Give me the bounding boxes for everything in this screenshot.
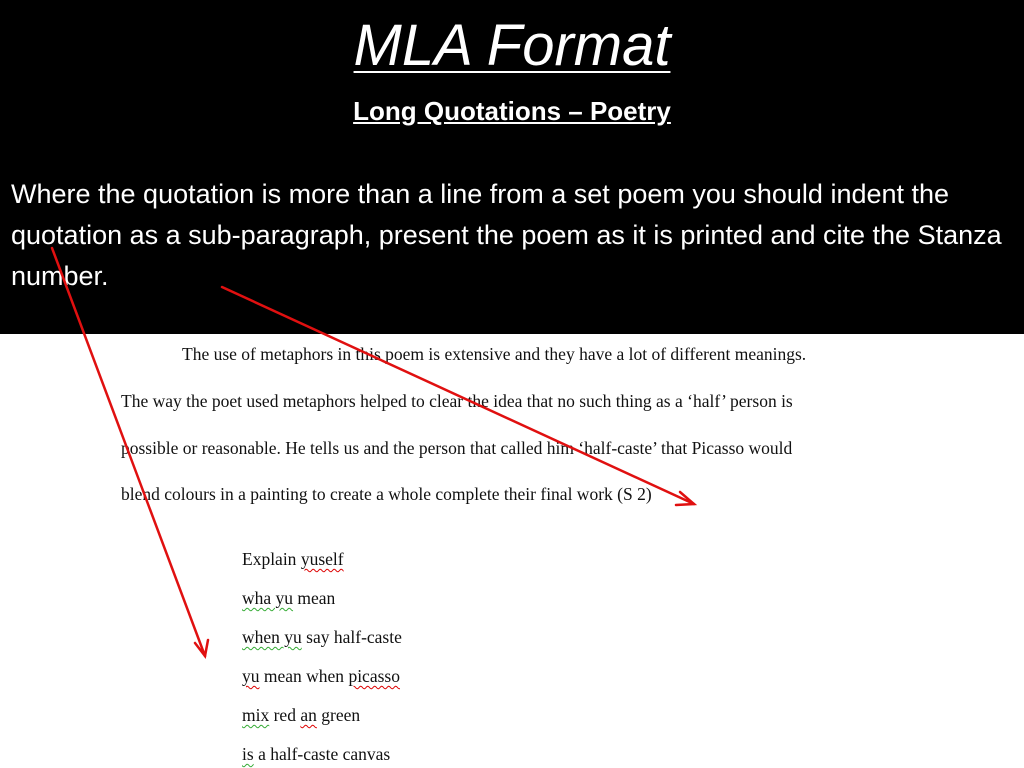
slide-header — [0, 0, 1024, 334]
poem-word: a half-caste canvas — [253, 744, 391, 764]
essay-line-1: The use of metaphors in this poem is extensive and they have a lot of different meanings. — [182, 344, 807, 364]
poem-line-5 — [242, 705, 360, 726]
essay-line-2: The way the poet used metaphors helped to clear the idea that no such thing as a ‘half’ person is — [121, 391, 793, 411]
poem-line-6 — [242, 744, 390, 765]
slide-title: MLA Format — [353, 13, 671, 78]
poem-word: say half-caste — [301, 627, 402, 647]
poem-line-3 — [242, 627, 402, 648]
slide-subtitle: Long Quotations – Poetry — [353, 96, 671, 126]
poem-word: Explain — [242, 549, 301, 569]
spellcheck-word: an — [300, 705, 317, 725]
spellcheck-word: yuself — [300, 549, 344, 569]
poem-word: green — [316, 705, 361, 725]
poem-line-2 — [242, 588, 335, 609]
instruction-text: Where the quotation is more than a line from a set poem you should indent the quotation as a sub-paragraph, present the poem as it is printed and cite the Stanza number. — [11, 179, 1002, 291]
poem-line-4 — [242, 666, 400, 687]
document-excerpt — [0, 334, 1024, 768]
essay-line-4: blend colours in a painting to create a whole complete their final work (S 2) — [121, 484, 652, 504]
poem-word: red — [269, 705, 301, 725]
spellcheck-word: picasso — [348, 666, 400, 686]
poem-word: mean when — [259, 666, 349, 686]
essay-line-3: possible or reasonable. He tells us and the person that called him ‘half-caste’ that Picasso would — [121, 438, 793, 458]
grammar-check-phrase: mix — [242, 705, 270, 725]
grammar-check-phrase: when yu — [242, 627, 302, 647]
poem-line-1 — [242, 549, 344, 570]
grammar-check-phrase: wha yu — [242, 588, 294, 608]
poem-word: mean — [293, 588, 336, 608]
spellcheck-word: yu — [242, 666, 260, 686]
grammar-check-phrase: is — [242, 744, 254, 764]
